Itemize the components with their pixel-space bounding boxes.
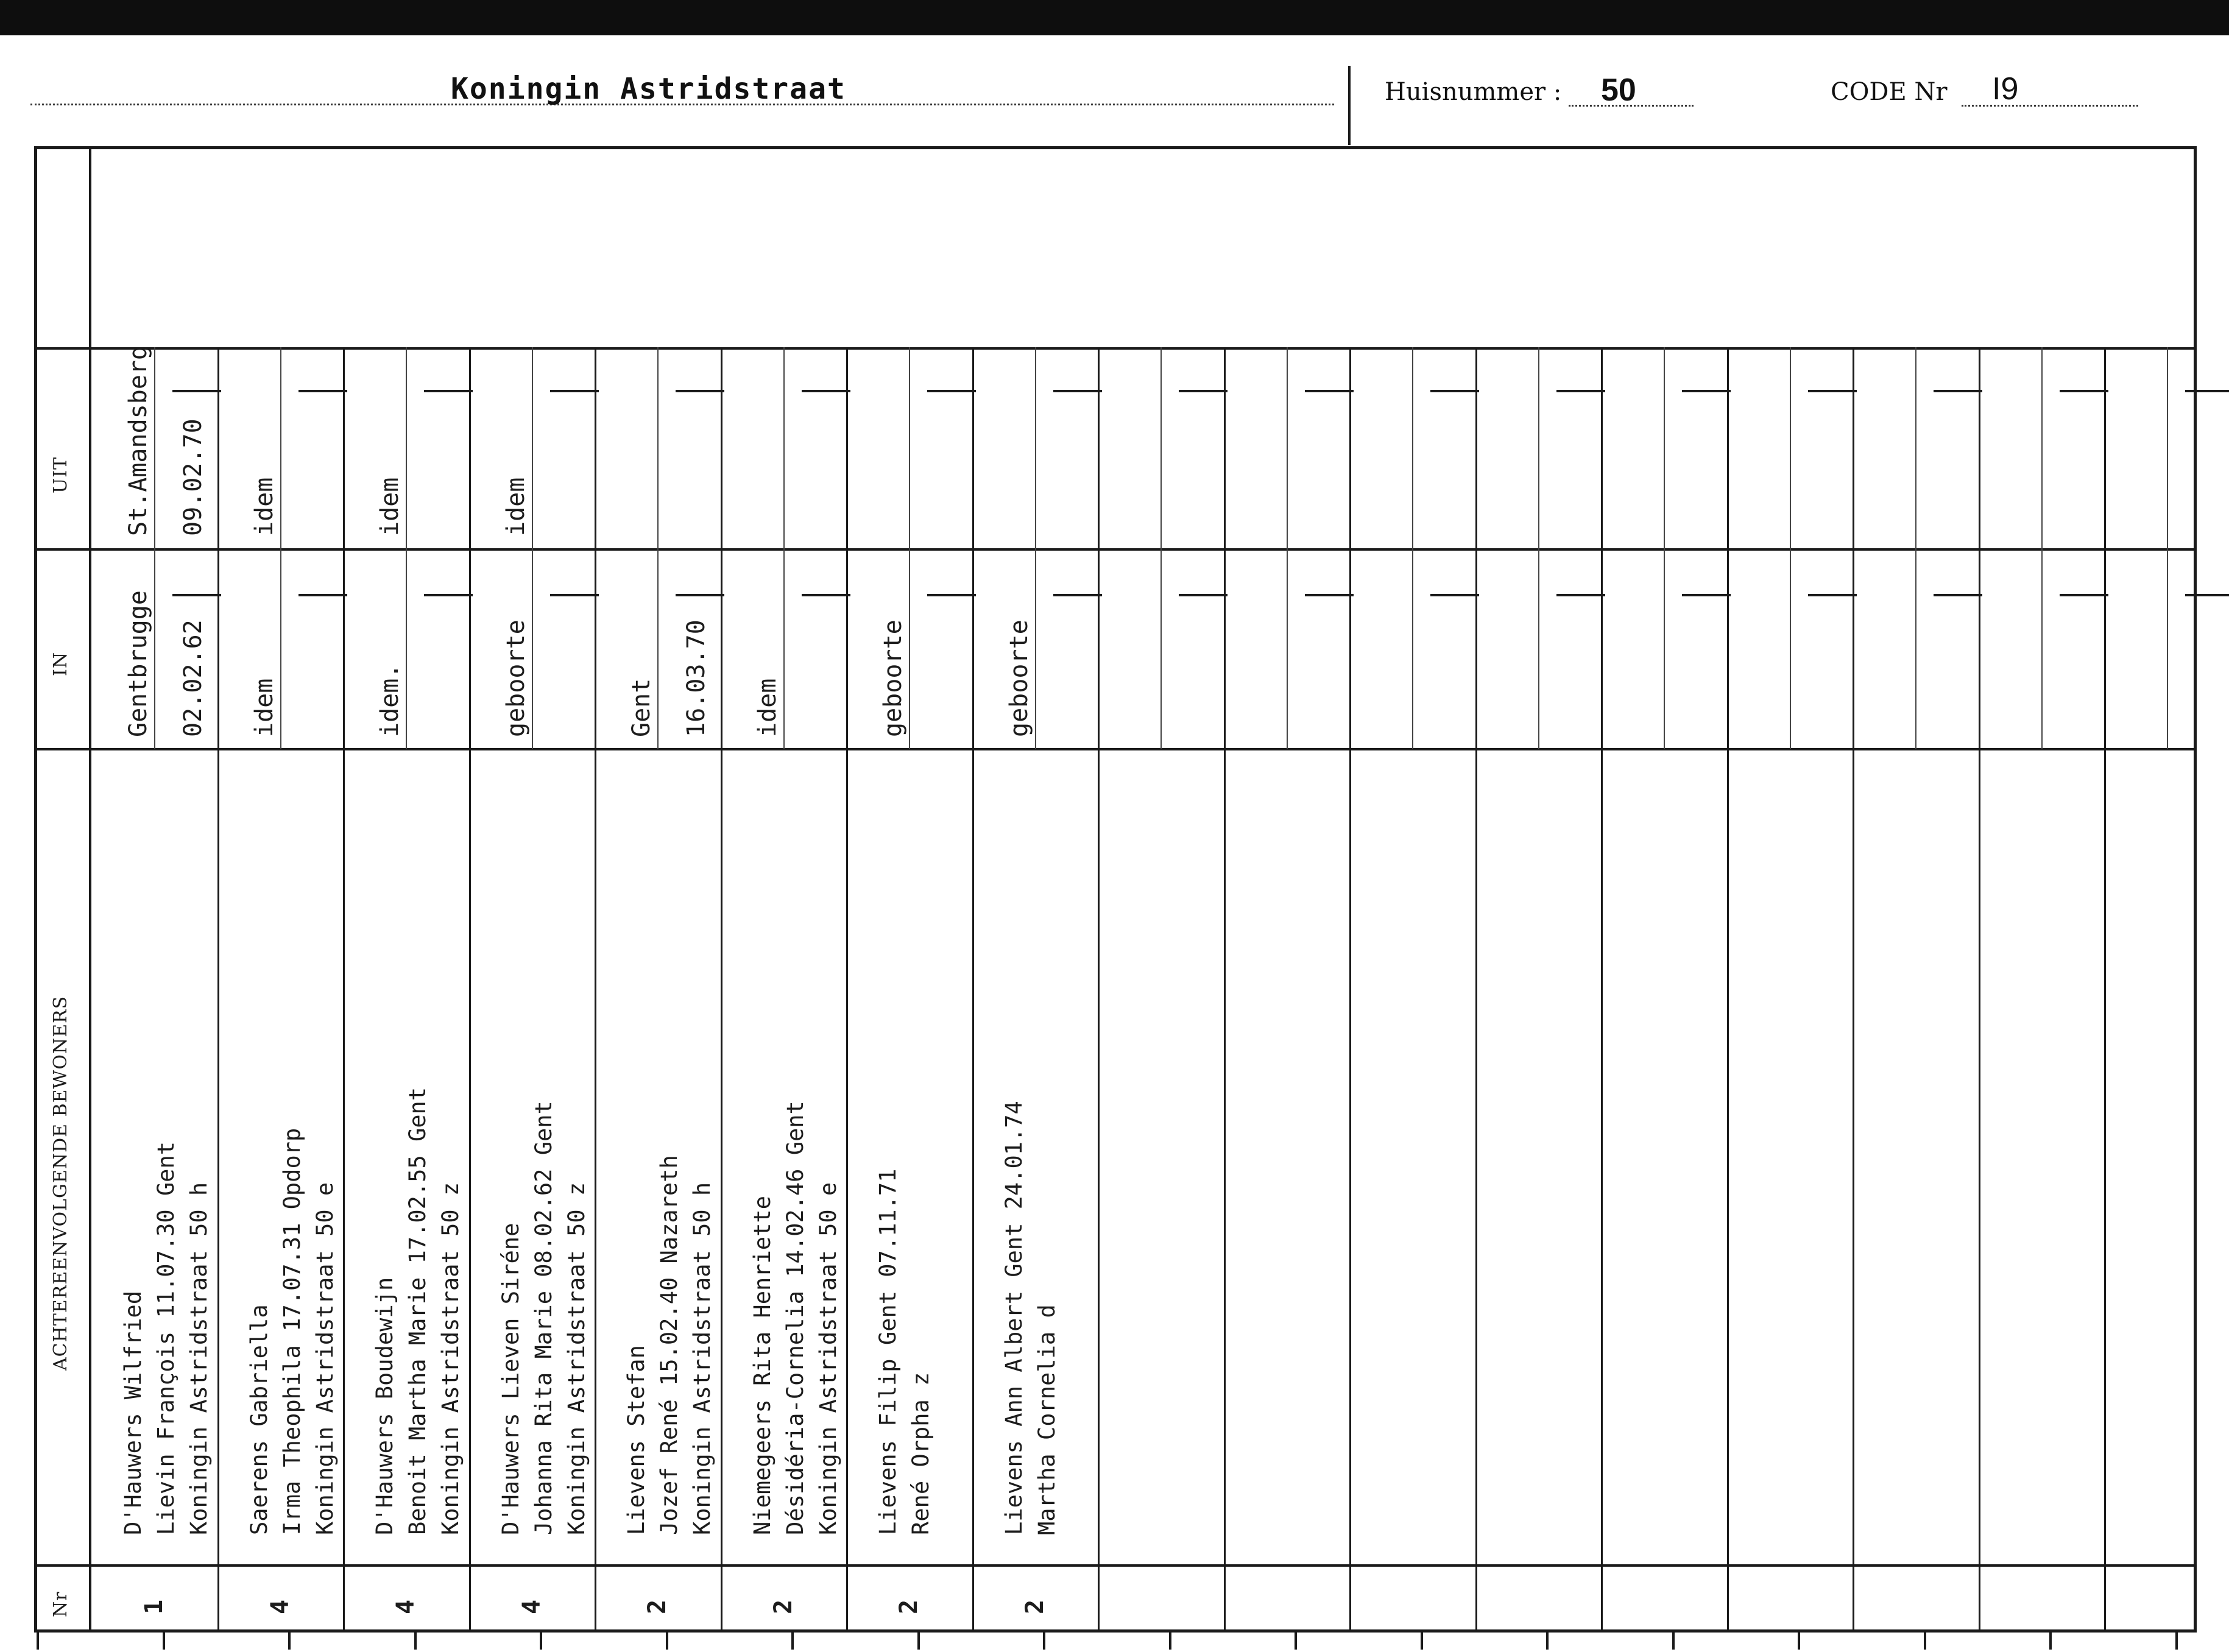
nr-top-line [34,1564,2197,1567]
bottom-tick [791,1631,794,1650]
empty-dash [2060,594,2108,596]
uit-place: idem [376,477,404,536]
empty-dash [550,594,599,596]
resident-line: D'Hauwers Boudewijn [372,1277,398,1535]
empty-dash [1808,594,1857,596]
subcell-divider [1664,347,1665,749]
bottom-tick [666,1631,668,1650]
empty-dash [2185,390,2229,392]
empty-dash [802,390,850,392]
column-divider [1979,347,1980,1633]
in-place: Gentbrugge [124,590,152,737]
bottom-tick [540,1631,542,1650]
column-divider [595,347,596,1633]
top-black-bar [0,0,2229,35]
empty-dash [1305,594,1354,596]
empty-dash [1934,390,1982,392]
bottom-tick [163,1631,165,1650]
resident-line: Niemegeers Rita Henriette [749,1196,775,1535]
uit-label: UIT [50,456,71,493]
empty-dash [676,390,724,392]
resident-line: Désidéria-Cornelia 14.02.46 Gent [782,1101,808,1535]
empty-dash [1556,594,1605,596]
column-divider [1349,347,1351,1633]
column-divider [1601,347,1603,1633]
bottom-tick [37,1631,39,1650]
resident-line: Lievens Ann Albert Gent 24.01.74 [1000,1101,1027,1535]
residents-top-line [34,748,2197,750]
uit-top-line [34,347,2197,350]
in-place: geboorte [1005,620,1033,737]
in-label: IN [50,651,71,676]
code-value: I9 [1992,71,2019,107]
empty-dash [1934,594,1982,596]
house-number-label: Huisnummer : [1385,78,1562,106]
empty-dash [802,594,850,596]
resident-line: Koningin Astridstraat 50 z [437,1182,464,1535]
empty-dash [1682,594,1731,596]
subcell-divider [1915,347,1916,749]
column-divider [1224,347,1226,1633]
register-table [34,146,2197,1633]
empty-dash [172,594,221,596]
in-place: idem [753,678,782,737]
empty-dash [1179,594,1228,596]
resident-line: Koningin Astridstraat 50 z [563,1182,590,1535]
resident-line: Irma Theophila 17.07.31 Opdorp [278,1128,305,1535]
house-number-value: 50 [1601,72,1636,108]
empty-dash [2060,390,2108,392]
empty-dash [298,390,347,392]
in-top-line [34,548,2197,551]
empty-dash [1430,390,1479,392]
resident-line: Lievin François 11.07.30 Gent [153,1141,179,1535]
empty-dash [1808,390,1857,392]
column-divider [721,347,722,1633]
empty-dash [927,594,976,596]
empty-dash [1682,390,1731,392]
label-column-divider [89,146,91,1633]
in-place: Gent [627,678,655,737]
nr-label: Nr [50,1591,71,1617]
uit-place: idem [501,477,530,536]
bottom-tick [2049,1631,2052,1650]
resident-line: Koningin Astridstraat 50 e [311,1182,338,1535]
empty-dash [676,594,724,596]
entry-number: 2 [1020,1599,1049,1614]
residents-label: ACHTEREENVOLGENDE BEWONERS [50,995,71,1371]
resident-line: Jozef René 15.02.40 Nazareth [656,1155,682,1535]
empty-dash [1305,390,1354,392]
bottom-tick [1169,1631,1171,1650]
column-divider [846,347,848,1633]
subcell-divider [2167,347,2168,749]
column-divider [972,347,974,1633]
entry-number: 2 [643,1599,671,1614]
in-place: geboorte [501,620,530,737]
column-divider [1098,347,1100,1633]
uit-place: St.Amandsberg [124,345,152,536]
subcell-divider [1287,347,1288,749]
street-name: Koningin Astridstraat [451,72,846,106]
resident-line: Lievens Stefan [623,1345,649,1535]
subcell-divider [1538,347,1539,749]
resident-line: D'Hauwers Lieven Siréne [497,1223,524,1535]
subcell-divider [1160,347,1162,749]
empty-dash [424,594,473,596]
empty-dash [298,594,347,596]
empty-dash [927,390,976,392]
empty-dash [1053,594,1102,596]
resident-line: Johanna Rita Marie 08.02.62 Gent [530,1101,557,1535]
resident-line: Martha Cornelia d [1033,1304,1060,1535]
resident-line: D'Hauwers Wilfried [120,1291,146,1535]
resident-line: Lievens Filip Gent 07.11.71 [875,1168,901,1535]
empty-dash [2185,594,2229,596]
uit-place: idem [250,477,278,536]
bottom-tick [1924,1631,1926,1650]
code-dots [1962,105,2138,107]
bottom-tick [917,1631,920,1650]
in-date: 16.03.70 [682,620,710,737]
bottom-tick [1421,1631,1423,1650]
header-divider [1348,66,1351,145]
in-date: 02.02.62 [179,620,207,737]
resident-line: Koningin Astridstraat 50 h [186,1182,212,1535]
bottom-tick [2175,1631,2178,1650]
column-divider [217,347,219,1633]
empty-dash [1179,390,1228,392]
bottom-tick [414,1631,417,1650]
entry-number: 4 [392,1599,420,1614]
column-divider [1727,347,1729,1633]
empty-dash [1053,390,1102,392]
resident-line: Benoit Martha Marie 17.02.55 Gent [404,1087,431,1535]
bottom-tick [288,1631,291,1650]
bottom-tick [1043,1631,1045,1650]
column-divider [343,347,345,1633]
bottom-tick [1672,1631,1675,1650]
empty-dash [1430,594,1479,596]
column-divider [1475,347,1477,1633]
code-label: CODE Nr [1831,78,1948,106]
uit-date: 09.02.70 [179,418,207,536]
subcell-divider [2041,347,2043,749]
in-place: idem. [376,663,404,737]
entry-number: 4 [266,1599,294,1614]
resident-line: René Orpha z [908,1372,934,1535]
column-divider [469,347,471,1633]
resident-line: Saerens Gabriella [246,1304,272,1535]
subcell-divider [1790,347,1791,749]
entry-number: 2 [769,1599,797,1614]
in-place: geboorte [879,620,907,737]
empty-dash [172,390,221,392]
bottom-tick [1295,1631,1297,1650]
subcell-divider [1412,347,1413,749]
column-divider [2104,347,2106,1633]
bottom-tick [1798,1631,1800,1650]
resident-line: Koningin Astridstraat 50 e [814,1182,841,1535]
entry-number: 1 [140,1599,168,1614]
resident-line: Koningin Astridstraat 50 h [689,1182,715,1535]
entry-number: 2 [895,1599,923,1614]
entry-number: 4 [517,1599,546,1614]
empty-dash [550,390,599,392]
empty-dash [1556,390,1605,392]
in-place: idem [250,678,278,737]
column-divider [1853,347,1854,1633]
empty-dash [424,390,473,392]
bottom-tick [1546,1631,1549,1650]
